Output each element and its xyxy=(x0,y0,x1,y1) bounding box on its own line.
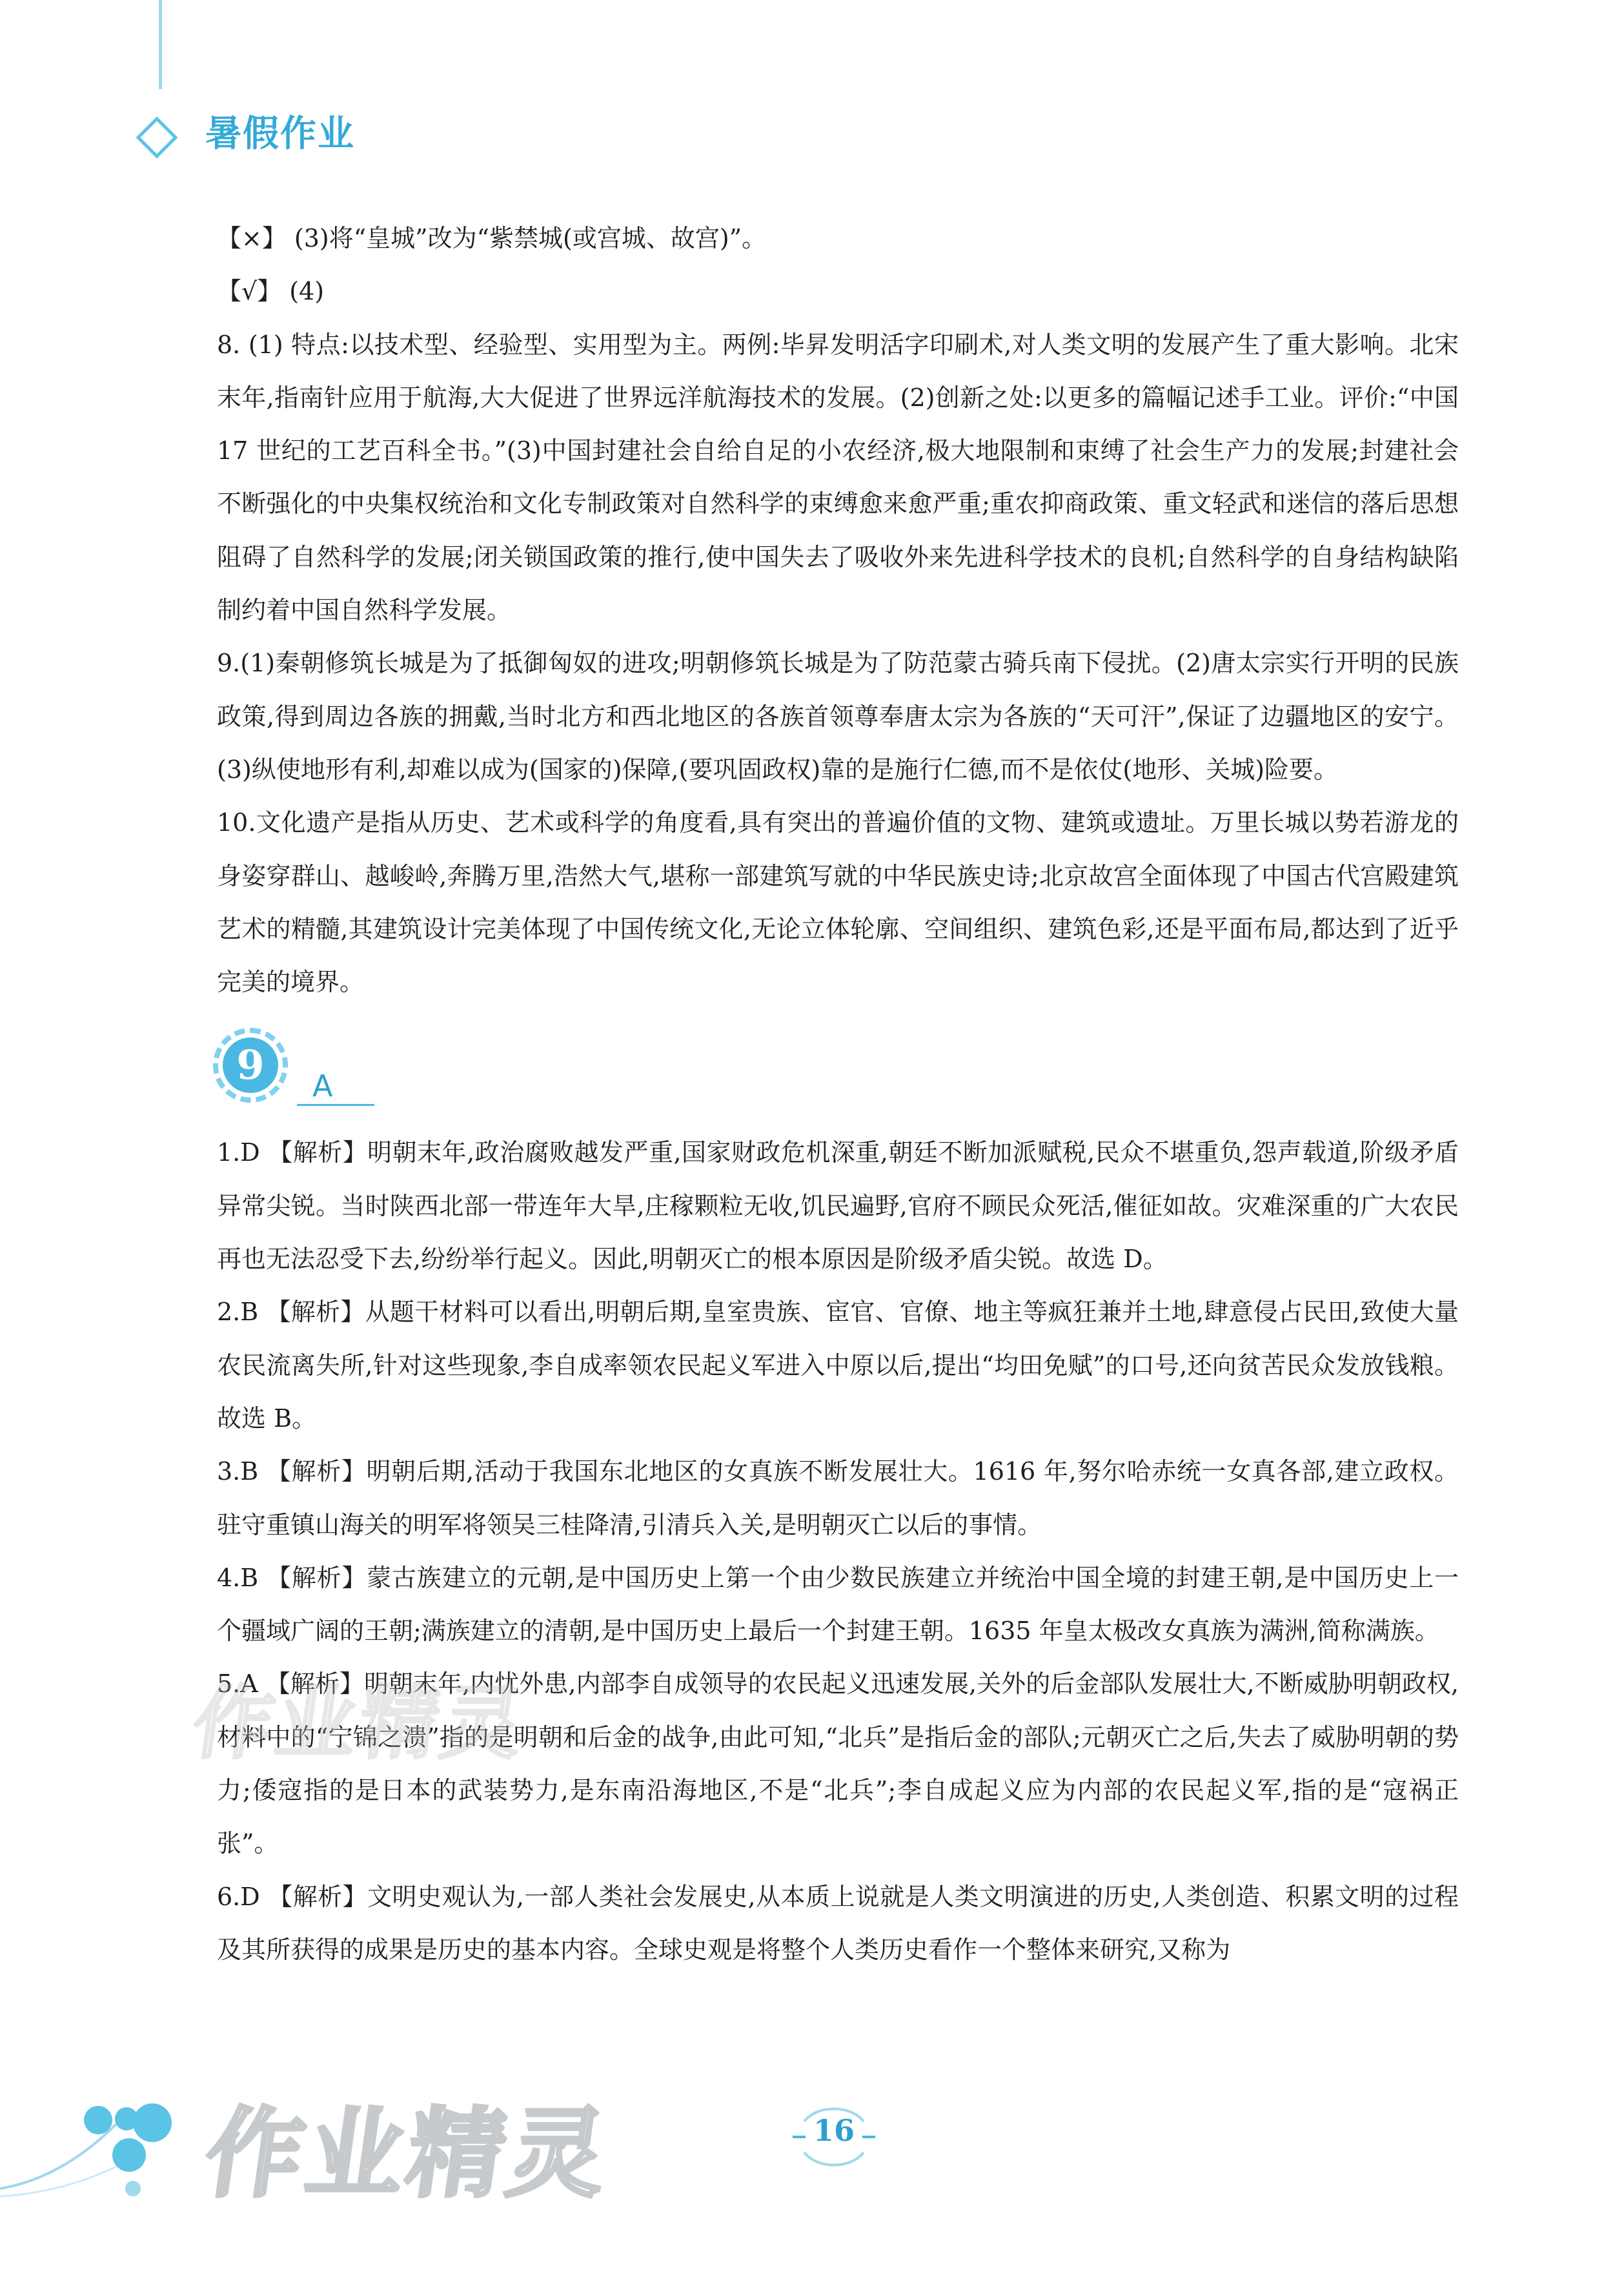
answer-5: 5.A 【解析】明朝末年,内忧外患,内部李自成领导的农民起义迅速发展,关外的后金部队发展壮大,不断威胁明朝政权,材料中的“宁锦之溃”指的是明朝和后金的战争,由此可知,“北兵”是指后金的部队;元朝灭亡之后,失去了威胁明朝的势力;倭寇指的是日本的武装势力,是东南沿海地区,不是“北兵”;李自成起义应为内部的农民起义军,指的是“寇祸正张”。 xyxy=(217,1670,1459,1858)
page-number: 16 xyxy=(813,2113,855,2148)
answer-6: 6.D 【解析】文明史观认为,一部人类社会发展史,从本质上说就是人类文明演进的历史,人类创造、积累文明的过程及其所获得的成果是历史的基本内容。全球史观是将整个人类历史看作一个整体来研究,又称为 xyxy=(217,1882,1459,1964)
header-title: 暑假作业 xyxy=(205,113,355,155)
question-10: 10.文化遗产是指从历史、艺术或科学的角度看,具有突出的普遍价值的文物、建筑或遗址。万里长城以势若游龙的身姿穿群山、越峻岭,奔腾万里,浩然大气,堪称一部建筑写就的中华民族史诗;北京故宫全面体现了中国古代宫殿建筑艺术的精髓,其建筑设计完美体现了中国传统文化,无论立体轮廓、空间组织、建筑色彩,还是平面布局,都达到了近乎完美的境界。 xyxy=(217,808,1459,997)
answer-1: 1.D 【解析】明朝末年,政治腐败越发严重,国家财政危机深重,朝廷不断加派赋税,民众不堪重负,怨声载道,阶级矛盾异常尖锐。当时陕西北部一带连年大旱,庄稼颗粒无收,饥民遍野,官府不顾民众死活,催征如故。灾难深重的广大农民再也无法忍受下去,纷纷举行起义。因此,明朝灭亡的根本原因是阶级矛盾尖锐。故选 D。 xyxy=(217,1138,1459,1274)
page-number-block xyxy=(789,2098,879,2176)
header-vertical-line xyxy=(159,0,162,89)
section-number-badge xyxy=(213,1028,288,1103)
footer-dots-icon xyxy=(0,2085,194,2214)
header-diamond-icon xyxy=(136,116,178,158)
section-header xyxy=(217,1023,1459,1126)
watermark-mid-logo: 作业精灵 xyxy=(187,1677,531,1770)
question-9: 9.(1)秦朝修筑长城是为了抵御匈奴的进攻;明朝修筑长城是为了防范蒙古骑兵南下侵扰。(2)唐太宗实行开明的民族政策,得到周边各族的拥戴,当时北方和西北地区的各族首领尊奉唐太宗为各族的“天可汗”,保证了边疆地区的安宁。(3)纵使地形有利,却难以成为(国家的)保障,(要巩固政权)靠的是施行仁德,而不是依仗(地形、关城)险要。 xyxy=(217,649,1459,784)
answer-3: 3.B 【解析】明朝后期,活动于我国东北地区的女真族不断发展壮大。1616 年,努尔哈赤统一女真各部,建立政权。驻守重镇山海关的明军将领吴三桂降清,引清兵入关,是明朝灭亡以后的事情。 xyxy=(217,1457,1459,1539)
question-8: 8. (1) 特点:以技术型、经验型、实用型为主。两例:毕昇发明活字印刷术,对人类文明的发展产生了重大影响。北宋末年,指南针应用于航海,大大促进了世界远洋航海技术的发展。(2)创新之处:以更多的篇幅记述手工业。评价:“中国 17 世纪的工艺百科全书。”(3)中国封建社会自给自足的小农经济,极大地限制和束缚了社会生产力的发展;封建社会不断强化的中央集权统治和文化专制政策对自然科学的束缚愈来愈严重;重农抑商政策、重文轻武和迷信的落后思想阻碍了自然科学的发展;闭关锁国政策的推行,使中国失去了吸收外来先进科学技术的良机;自然科学的自身结构缺陷制约着中国自然科学发展。 xyxy=(217,330,1459,625)
answer-line-4: 【√】 (4) xyxy=(217,277,325,306)
section-number: 9 xyxy=(223,1037,278,1093)
answer-2: 2.B 【解析】从题干材料可以看出,明朝后期,皇室贵族、宦官、官僚、地主等疯狂兼并土地,肆意侵占民田,致使大量农民流离失所,针对这些现象,李自成率领农民起义军进入中原以后,提出“均田免赋”的口号,还向贫苦民众发放钱粮。故选 B。 xyxy=(217,1298,1459,1433)
section-letter: A xyxy=(297,1068,374,1106)
footer-watermark: 作业精灵 xyxy=(198,2098,618,2211)
answer-4: 4.B 【解析】蒙古族建立的元朝,是中国历史上第一个由少数民族建立并统治中国全境的封建王朝,是中国历史上一个疆域广阔的王朝;满族建立的清朝,是中国历史上最后一个封建王朝。1635 年皇太极改女真族为满洲,简称满族。 xyxy=(217,1563,1459,1646)
answer-line-3: 【×】 (3)将“皇城”改为“紫禁城(或宫城、故宫)”。 xyxy=(217,224,767,252)
